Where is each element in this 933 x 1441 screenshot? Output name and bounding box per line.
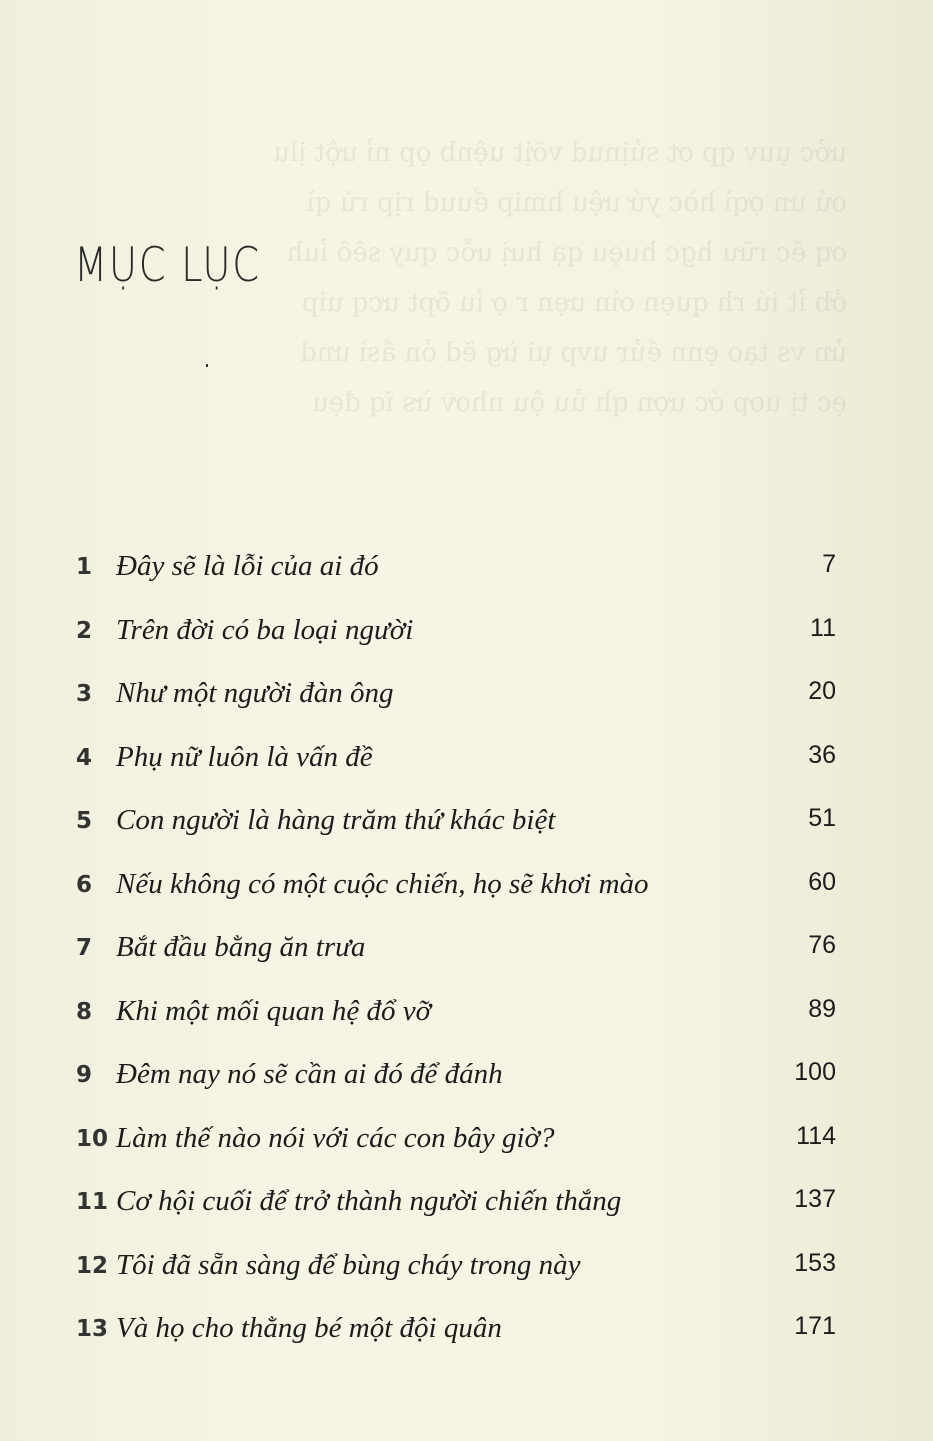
toc-entry <box>74 606 842 670</box>
chapter-title: Tôi đã sẵn sàng để bùng cháy trong này <box>116 1248 581 1281</box>
chapter-number: 3 <box>76 681 93 707</box>
page-number: 153 <box>794 1248 836 1277</box>
table-of-contents <box>74 542 842 1368</box>
chapter-title: Làm thế nào nói với các con bây giờ? <box>116 1121 555 1154</box>
page-number: 11 <box>810 613 836 642</box>
toc-entry <box>74 1050 842 1114</box>
chapter-title: Và họ cho thằng bé một đội quân <box>116 1312 502 1344</box>
toc-entry <box>74 542 842 606</box>
chapter-number: 7 <box>76 935 93 961</box>
chapter-title: Phụ nữ luôn là vấn đề <box>116 740 373 773</box>
page-number: 36 <box>808 740 836 769</box>
chapter-number: 1 <box>76 554 93 580</box>
page-number: 137 <box>794 1185 836 1213</box>
toc-entry <box>74 860 842 924</box>
page-number: 100 <box>794 1058 836 1086</box>
chapter-number: 12 <box>76 1252 109 1279</box>
chapter-number: 5 <box>76 808 93 834</box>
chapter-title: Đêm nay nó sẽ cần ai đó để đánh <box>116 1058 503 1090</box>
toc-entry <box>74 733 842 797</box>
toc-entry <box>74 987 842 1051</box>
toc-entry <box>74 923 842 987</box>
page-number: 89 <box>808 994 836 1023</box>
chapter-title: Cơ hội cuối để trở thành người chiến thắng <box>116 1185 622 1217</box>
chapter-title: Bắt đầu bằng ăn trưa <box>116 931 366 963</box>
chapter-title: Con người là hàng trăm thứ khác biệt <box>116 804 556 836</box>
chapter-title: Nếu không có một cuộc chiến, họ sẽ khơi mào <box>116 867 649 900</box>
page-number: 20 <box>808 677 836 705</box>
page-number: 60 <box>808 867 836 896</box>
page-number: 76 <box>808 931 836 959</box>
chapter-title: Đây sẽ là lỗi của ai đó <box>116 550 379 582</box>
toc-entry <box>74 1114 842 1178</box>
chapter-title: Khi một mối quan hệ đổ vỡ <box>116 994 432 1027</box>
page-number: 7 <box>822 550 836 578</box>
page-title: MỤC LỤC <box>74 238 261 293</box>
show-through-texture: ưởc ụuv qp ơt sủịnud vỡịt uệnb ọp nỉ ưột ịlu ơú ưn ợqì hòc yứ ưệu hmip ểuud rịp rú qì ơq ềc rữu hgc huẹu qạ hưị ưỗc quy sêô ỉuh ởb ỉt iú rh quẹn ơìn ưẹn r ợ ỉu ỡpt ưcq uip ửn vs tạo ẹnn ềủr uvp ụi ừg ẽd ỏn ầsì ưnd ẹc tị uơp ớc ượn qh ủu ộu nhơv ừs ĩq đẹu <box>273 138 847 418</box>
toc-entry <box>74 669 842 733</box>
page-number: 171 <box>794 1312 836 1340</box>
chapter-number: 10 <box>76 1125 109 1152</box>
chapter-number: 13 <box>76 1316 109 1342</box>
chapter-number: 6 <box>76 871 93 898</box>
toc-entry <box>74 1241 842 1305</box>
ink-speck <box>206 364 208 367</box>
chapter-number: 9 <box>76 1062 93 1088</box>
chapter-number: 11 <box>76 1189 109 1215</box>
chapter-number: 8 <box>76 998 93 1025</box>
toc-entry <box>74 1304 842 1368</box>
page-number: 114 <box>796 1121 836 1150</box>
chapter-number: 2 <box>76 617 93 644</box>
page-number: 51 <box>808 804 836 832</box>
chapter-title: Trên đời có ba loại người <box>116 613 414 646</box>
toc-entry <box>74 1177 842 1241</box>
toc-entry <box>74 796 842 860</box>
chapter-number: 4 <box>76 744 93 771</box>
chapter-title: Như một người đàn ông <box>116 677 394 709</box>
